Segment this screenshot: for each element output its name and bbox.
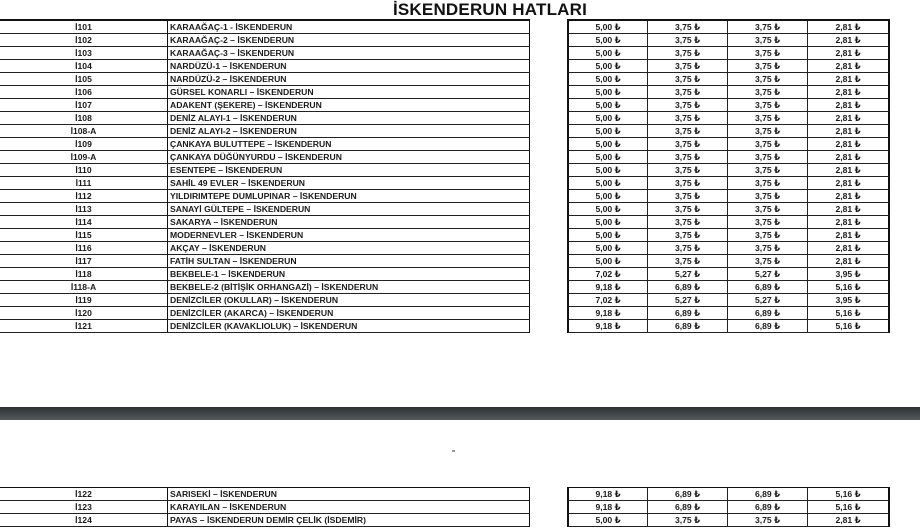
route-name: ESENTEPE – İSKENDERUN — [167, 164, 530, 177]
route-code: İ112 — [0, 190, 167, 203]
route-name: SAHİL 49 EVLER – İSKENDERUN — [167, 177, 530, 190]
route-code: İ104 — [0, 60, 167, 73]
fare-price-2: 3,75 ₺ — [648, 229, 728, 242]
fare-price-2: 3,75 ₺ — [648, 138, 728, 151]
route-name: KARAYILAN – İSKENDERUN — [167, 501, 530, 514]
fare-price-1: 5,00 ₺ — [567, 216, 648, 229]
fare-price-4: 5,16 ₺ — [808, 501, 890, 514]
route-code: İ113 — [0, 203, 167, 216]
fare-price-4: 2,81 ₺ — [808, 190, 890, 203]
fare-price-3: 3,75 ₺ — [728, 73, 808, 86]
fare-price-4: 2,81 ₺ — [808, 73, 890, 86]
fare-price-2: 3,75 ₺ — [648, 86, 728, 99]
fare-price-2: 3,75 ₺ — [648, 60, 728, 73]
page-title: İSKENDERUN HATLARI — [392, 0, 588, 19]
fare-price-4: 2,81 ₺ — [808, 177, 890, 190]
route-code: İ119 — [0, 294, 167, 307]
route-code: İ109-A — [0, 151, 167, 164]
fare-price-1: 5,00 ₺ — [567, 164, 648, 177]
fare-price-2: 3,75 ₺ — [648, 47, 728, 60]
fare-price-3: 6,89 ₺ — [728, 307, 808, 320]
fare-price-4: 2,81 ₺ — [808, 242, 890, 255]
fare-price-1: 5,00 ₺ — [567, 138, 648, 151]
route-code: İ115 — [0, 229, 167, 242]
fare-price-1: 5,00 ₺ — [567, 73, 648, 86]
route-name: NARDÜZÜ-2 – İSKENDERUN — [167, 73, 530, 86]
fare-price-2: 3,75 ₺ — [648, 190, 728, 203]
route-code: İ117 — [0, 255, 167, 268]
fare-price-1: 9,18 ₺ — [567, 501, 648, 514]
fare-price-3: 6,89 ₺ — [728, 488, 808, 501]
route-code: İ118-A — [0, 281, 167, 294]
route-name: SANAYİ GÜLTEPE – İSKENDERUN — [167, 203, 530, 216]
route-code: İ122 — [0, 488, 167, 501]
fare-price-2: 3,75 ₺ — [648, 125, 728, 138]
route-name: BEKBELE-1 – İSKENDERUN — [167, 268, 530, 281]
route-code: İ108-A — [0, 125, 167, 138]
fare-price-3: 3,75 ₺ — [728, 151, 808, 164]
fare-price-4: 2,81 ₺ — [808, 21, 890, 34]
route-code: İ111 — [0, 177, 167, 190]
fare-price-3: 3,75 ₺ — [728, 112, 808, 125]
fare-price-1: 5,00 ₺ — [567, 203, 648, 216]
fare-price-3: 3,75 ₺ — [728, 514, 808, 527]
fare-price-1: 9,18 ₺ — [567, 320, 648, 333]
route-code: İ103 — [0, 47, 167, 60]
fare-price-1: 5,00 ₺ — [567, 60, 648, 73]
fare-price-2: 3,75 ₺ — [648, 112, 728, 125]
fare-price-4: 2,81 ₺ — [808, 229, 890, 242]
fare-price-1: 5,00 ₺ — [567, 47, 648, 60]
fare-price-2: 6,89 ₺ — [648, 281, 728, 294]
route-code: İ121 — [0, 320, 167, 333]
fare-price-1: 7,02 ₺ — [567, 268, 648, 281]
route-name: BEKBELE-2 (BİTİŞİK ORHANGAZİ) – İSKENDERUN — [167, 281, 530, 294]
fare-price-2: 3,75 ₺ — [648, 21, 728, 34]
route-code: İ106 — [0, 86, 167, 99]
fare-price-3: 5,27 ₺ — [728, 268, 808, 281]
fare-price-1: 9,18 ₺ — [567, 488, 648, 501]
route-name: GÜRSEL KONARLI – İSKENDERUN — [167, 86, 530, 99]
route-name: AKÇAY – İSKENDERUN — [167, 242, 530, 255]
route-code: İ101 — [0, 21, 167, 34]
route-code: İ120 — [0, 307, 167, 320]
fare-price-2: 6,89 ₺ — [648, 307, 728, 320]
route-code: İ102 — [0, 34, 167, 47]
fare-price-3: 3,75 ₺ — [728, 242, 808, 255]
fare-price-2: 5,27 ₺ — [648, 294, 728, 307]
fare-price-3: 3,75 ₺ — [728, 255, 808, 268]
fare-price-4: 2,81 ₺ — [808, 216, 890, 229]
fare-price-4: 2,81 ₺ — [808, 255, 890, 268]
route-name: SARISEKİ – İSKENDERUN — [167, 488, 530, 501]
fare-price-4: 2,81 ₺ — [808, 138, 890, 151]
fare-price-4: 2,81 ₺ — [808, 47, 890, 60]
route-code: İ114 — [0, 216, 167, 229]
fare-price-3: 3,75 ₺ — [728, 216, 808, 229]
route-name: NARDÜZÜ-1 – İSKENDERUN — [167, 60, 530, 73]
fare-price-2: 3,75 ₺ — [648, 164, 728, 177]
fare-price-1: 5,00 ₺ — [567, 177, 648, 190]
fare-price-4: 5,16 ₺ — [808, 281, 890, 294]
route-code: İ105 — [0, 73, 167, 86]
route-code: İ108 — [0, 112, 167, 125]
route-code: İ110 — [0, 164, 167, 177]
fare-price-4: 2,81 ₺ — [808, 151, 890, 164]
fare-price-1: 5,00 ₺ — [567, 255, 648, 268]
page-marker — [452, 450, 455, 452]
route-code: İ118 — [0, 268, 167, 281]
fare-price-2: 6,89 ₺ — [648, 501, 728, 514]
fare-price-1: 7,02 ₺ — [567, 294, 648, 307]
fare-price-2: 3,75 ₺ — [648, 177, 728, 190]
fare-price-3: 6,89 ₺ — [728, 501, 808, 514]
fare-price-4: 2,81 ₺ — [808, 99, 890, 112]
fare-price-2: 3,75 ₺ — [648, 99, 728, 112]
fare-price-1: 9,18 ₺ — [567, 281, 648, 294]
route-name: DENİZCİLER (OKULLAR) – İSKENDERUN — [167, 294, 530, 307]
page-divider — [0, 407, 920, 420]
fare-price-4: 5,16 ₺ — [808, 320, 890, 333]
route-name: ÇANKAYA BULUTTEPE – İSKENDERUN — [167, 138, 530, 151]
fare-price-3: 3,75 ₺ — [728, 34, 808, 47]
fare-price-3: 6,89 ₺ — [728, 281, 808, 294]
fare-price-2: 6,89 ₺ — [648, 320, 728, 333]
fare-price-3: 3,75 ₺ — [728, 125, 808, 138]
fare-price-4: 2,81 ₺ — [808, 112, 890, 125]
fare-price-4: 2,81 ₺ — [808, 34, 890, 47]
fare-price-3: 3,75 ₺ — [728, 99, 808, 112]
route-name: MODERNEVLER – İSKENDERUN — [167, 229, 530, 242]
fare-price-1: 5,00 ₺ — [567, 34, 648, 47]
fare-price-1: 5,00 ₺ — [567, 151, 648, 164]
fare-price-4: 2,81 ₺ — [808, 164, 890, 177]
fare-price-3: 6,89 ₺ — [728, 320, 808, 333]
fare-price-4: 2,81 ₺ — [808, 203, 890, 216]
fare-price-4: 2,81 ₺ — [808, 514, 890, 527]
fare-price-3: 3,75 ₺ — [728, 21, 808, 34]
route-name: DENİZ ALAYI-1 – İSKENDERUN — [167, 112, 530, 125]
fare-price-2: 3,75 ₺ — [648, 73, 728, 86]
route-code: İ116 — [0, 242, 167, 255]
fare-price-4: 2,81 ₺ — [808, 86, 890, 99]
fare-price-3: 3,75 ₺ — [728, 190, 808, 203]
fare-price-3: 3,75 ₺ — [728, 203, 808, 216]
fare-price-2: 3,75 ₺ — [648, 216, 728, 229]
route-name: YILDIRIMTEPE DUMLUPINAR – İSKENDERUN — [167, 190, 530, 203]
route-code: İ123 — [0, 501, 167, 514]
fare-price-2: 3,75 ₺ — [648, 514, 728, 527]
fare-price-1: 5,00 ₺ — [567, 112, 648, 125]
fare-price-2: 3,75 ₺ — [648, 34, 728, 47]
fare-price-2: 5,27 ₺ — [648, 268, 728, 281]
fare-price-1: 5,00 ₺ — [567, 125, 648, 138]
fare-price-4: 5,16 ₺ — [808, 488, 890, 501]
fare-price-3: 3,75 ₺ — [728, 138, 808, 151]
fare-price-1: 5,00 ₺ — [567, 86, 648, 99]
fare-price-1: 5,00 ₺ — [567, 514, 648, 527]
fare-price-3: 3,75 ₺ — [728, 47, 808, 60]
fare-price-3: 3,75 ₺ — [728, 229, 808, 242]
fare-price-1: 5,00 ₺ — [567, 190, 648, 203]
route-name: DENİZCİLER (KAVAKLIOLUK) – İSKENDERUN — [167, 320, 530, 333]
route-name: PAYAS – İSKENDERUN DEMİR ÇELİK (İSDEMİR) — [167, 514, 530, 527]
route-code: İ109 — [0, 138, 167, 151]
route-name: KARAAĞAÇ-2 – İSKENDERUN — [167, 34, 530, 47]
fare-price-2: 3,75 ₺ — [648, 242, 728, 255]
route-name: DENİZ ALAYI-2 – İSKENDERUN — [167, 125, 530, 138]
fare-price-1: 5,00 ₺ — [567, 21, 648, 34]
fare-price-4: 2,81 ₺ — [808, 125, 890, 138]
fare-price-2: 3,75 ₺ — [648, 255, 728, 268]
fare-price-4: 5,16 ₺ — [808, 307, 890, 320]
route-code: İ124 — [0, 514, 167, 527]
route-name: FATİH SULTAN – İSKENDERUN — [167, 255, 530, 268]
fare-price-3: 3,75 ₺ — [728, 60, 808, 73]
fare-price-1: 5,00 ₺ — [567, 99, 648, 112]
fare-price-2: 6,89 ₺ — [648, 488, 728, 501]
fare-price-1: 5,00 ₺ — [567, 229, 648, 242]
fare-price-4: 2,81 ₺ — [808, 60, 890, 73]
route-name: ADAKENT (ŞEKERE) – İSKENDERUN — [167, 99, 530, 112]
fare-price-3: 3,75 ₺ — [728, 177, 808, 190]
fare-price-3: 3,75 ₺ — [728, 86, 808, 99]
route-name: SAKARYA – İSKENDERUN — [167, 216, 530, 229]
fare-price-1: 5,00 ₺ — [567, 242, 648, 255]
fare-price-3: 3,75 ₺ — [728, 164, 808, 177]
fare-price-4: 3,95 ₺ — [808, 268, 890, 281]
route-code: İ107 — [0, 99, 167, 112]
route-name: KARAAĞAÇ-3 – İSKENDERUN — [167, 47, 530, 60]
fare-price-2: 3,75 ₺ — [648, 151, 728, 164]
fare-price-1: 9,18 ₺ — [567, 307, 648, 320]
fare-price-3: 5,27 ₺ — [728, 294, 808, 307]
route-name: KARAAĞAÇ-1 - İSKENDERUN — [167, 21, 530, 34]
route-name: DENİZCİLER (AKARCA) – İSKENDERUN — [167, 307, 530, 320]
fare-price-4: 3,95 ₺ — [808, 294, 890, 307]
fare-price-2: 3,75 ₺ — [648, 203, 728, 216]
route-name: ÇANKAYA DÜĞÜNYURDU – İSKENDERUN — [167, 151, 530, 164]
